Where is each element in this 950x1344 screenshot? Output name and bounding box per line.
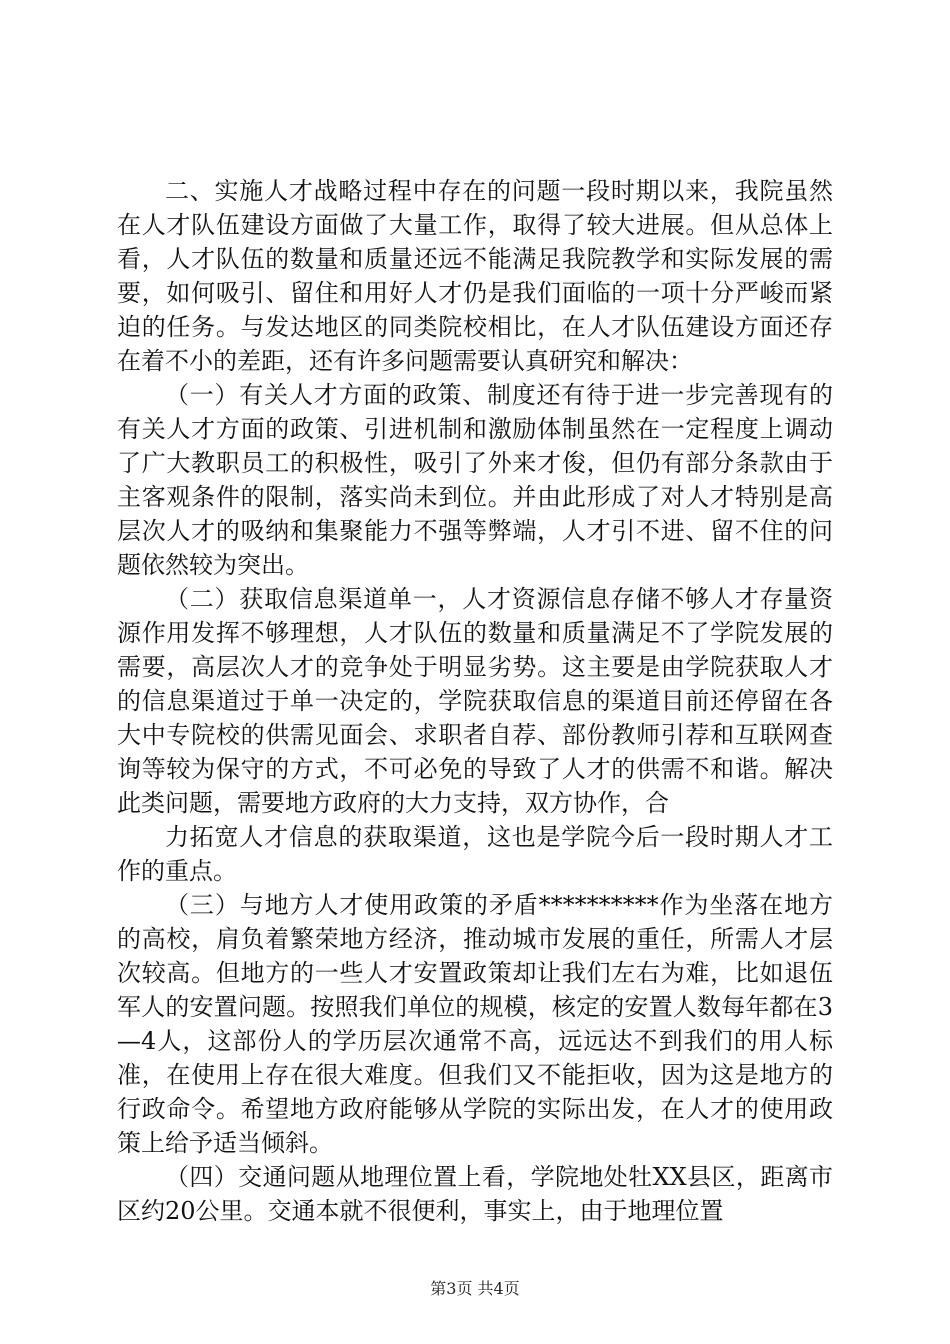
paragraph-issue-two-continued: 力拓宽人才信息的获取渠道，这也是学院今后一段时期人才工作的重点。 bbox=[117, 823, 833, 885]
paragraph-section-two-intro: 二、实施人才战略过程中存在的问题一段时期以来，我院虽然在人才队伍建设方面做了大量工作，取得了较大进展。但从总体上看，人才队伍的数量和质量还远不能满足我院教学和实际发展的需要，如何吸引、留住和用好人才仍是我们面临的一项十分严峻而紧迫的任务。与发达地区的同类院校相比，在人才队伍建设方面还存在着不小的差距，还有许多问题需要认真研究和解决： bbox=[117, 177, 833, 375]
paragraph-issue-four: （四）交通问题从地理位置上看，学院地处牡XX县区，距离市区约20公里。交通本就不很便利，事实上，由于地理位置 bbox=[117, 1163, 833, 1225]
page-footer: 第3页 共4页 bbox=[430, 1279, 520, 1298]
paragraph-issue-two: （二）获取信息渠道单一，人才资源信息存储不够人才存量资源作用发挥不够理想，人才队伍的数量和质量满足不了学院发展的需要，高层次人才的竞争处于明显劣势。这主要是由学院获取人才的信息渠道过于单一决定的，学院获取信息的渠道目前还停留在各大中专院校的供需见面会、求职者自荐、部份教师引荐和互联网查询等较为保守的方式，不可必免的导致了人才的供需不和谐。解决此类问题，需要地方政府的大力支持，双方协作，合 bbox=[117, 585, 833, 817]
paragraph-issue-one: （一）有关人才方面的政策、制度还有待于进一步完善现有的有关人才方面的政策、引进机制和激励体制虽然在一定程度上调动了广大教职员工的积极性，吸引了外来才俊，但仍有部分条款由于主客观条件的限制，落实尚未到位。并由此形成了对人才特别是高层次人才的吸纳和集聚能力不强等弊端，人才引不进、留不住的问题依然较为突出。 bbox=[117, 381, 833, 579]
document-body bbox=[117, 174, 833, 1228]
paragraph-issue-three: （三）与地方人才使用政策的矛盾**********作为坐落在地方的高校，肩负着繁荣地方经济，推动城市发展的重任，所需人才层次较高。但地方的一些人才安置政策却让我们左右为难，比如退伍军人的安置问题。按照我们单位的规模，核定的安置人数每年都在3—4人，这部份人的学历层次通常不高，远远达不到我们的用人标准，在使用上存在很大难度。但我们又不能拒收，因为这是地方的行政命令。希望地方政府能够从学院的实际出发，在人才的使用政策上给予适当倾斜。 bbox=[117, 891, 833, 1157]
